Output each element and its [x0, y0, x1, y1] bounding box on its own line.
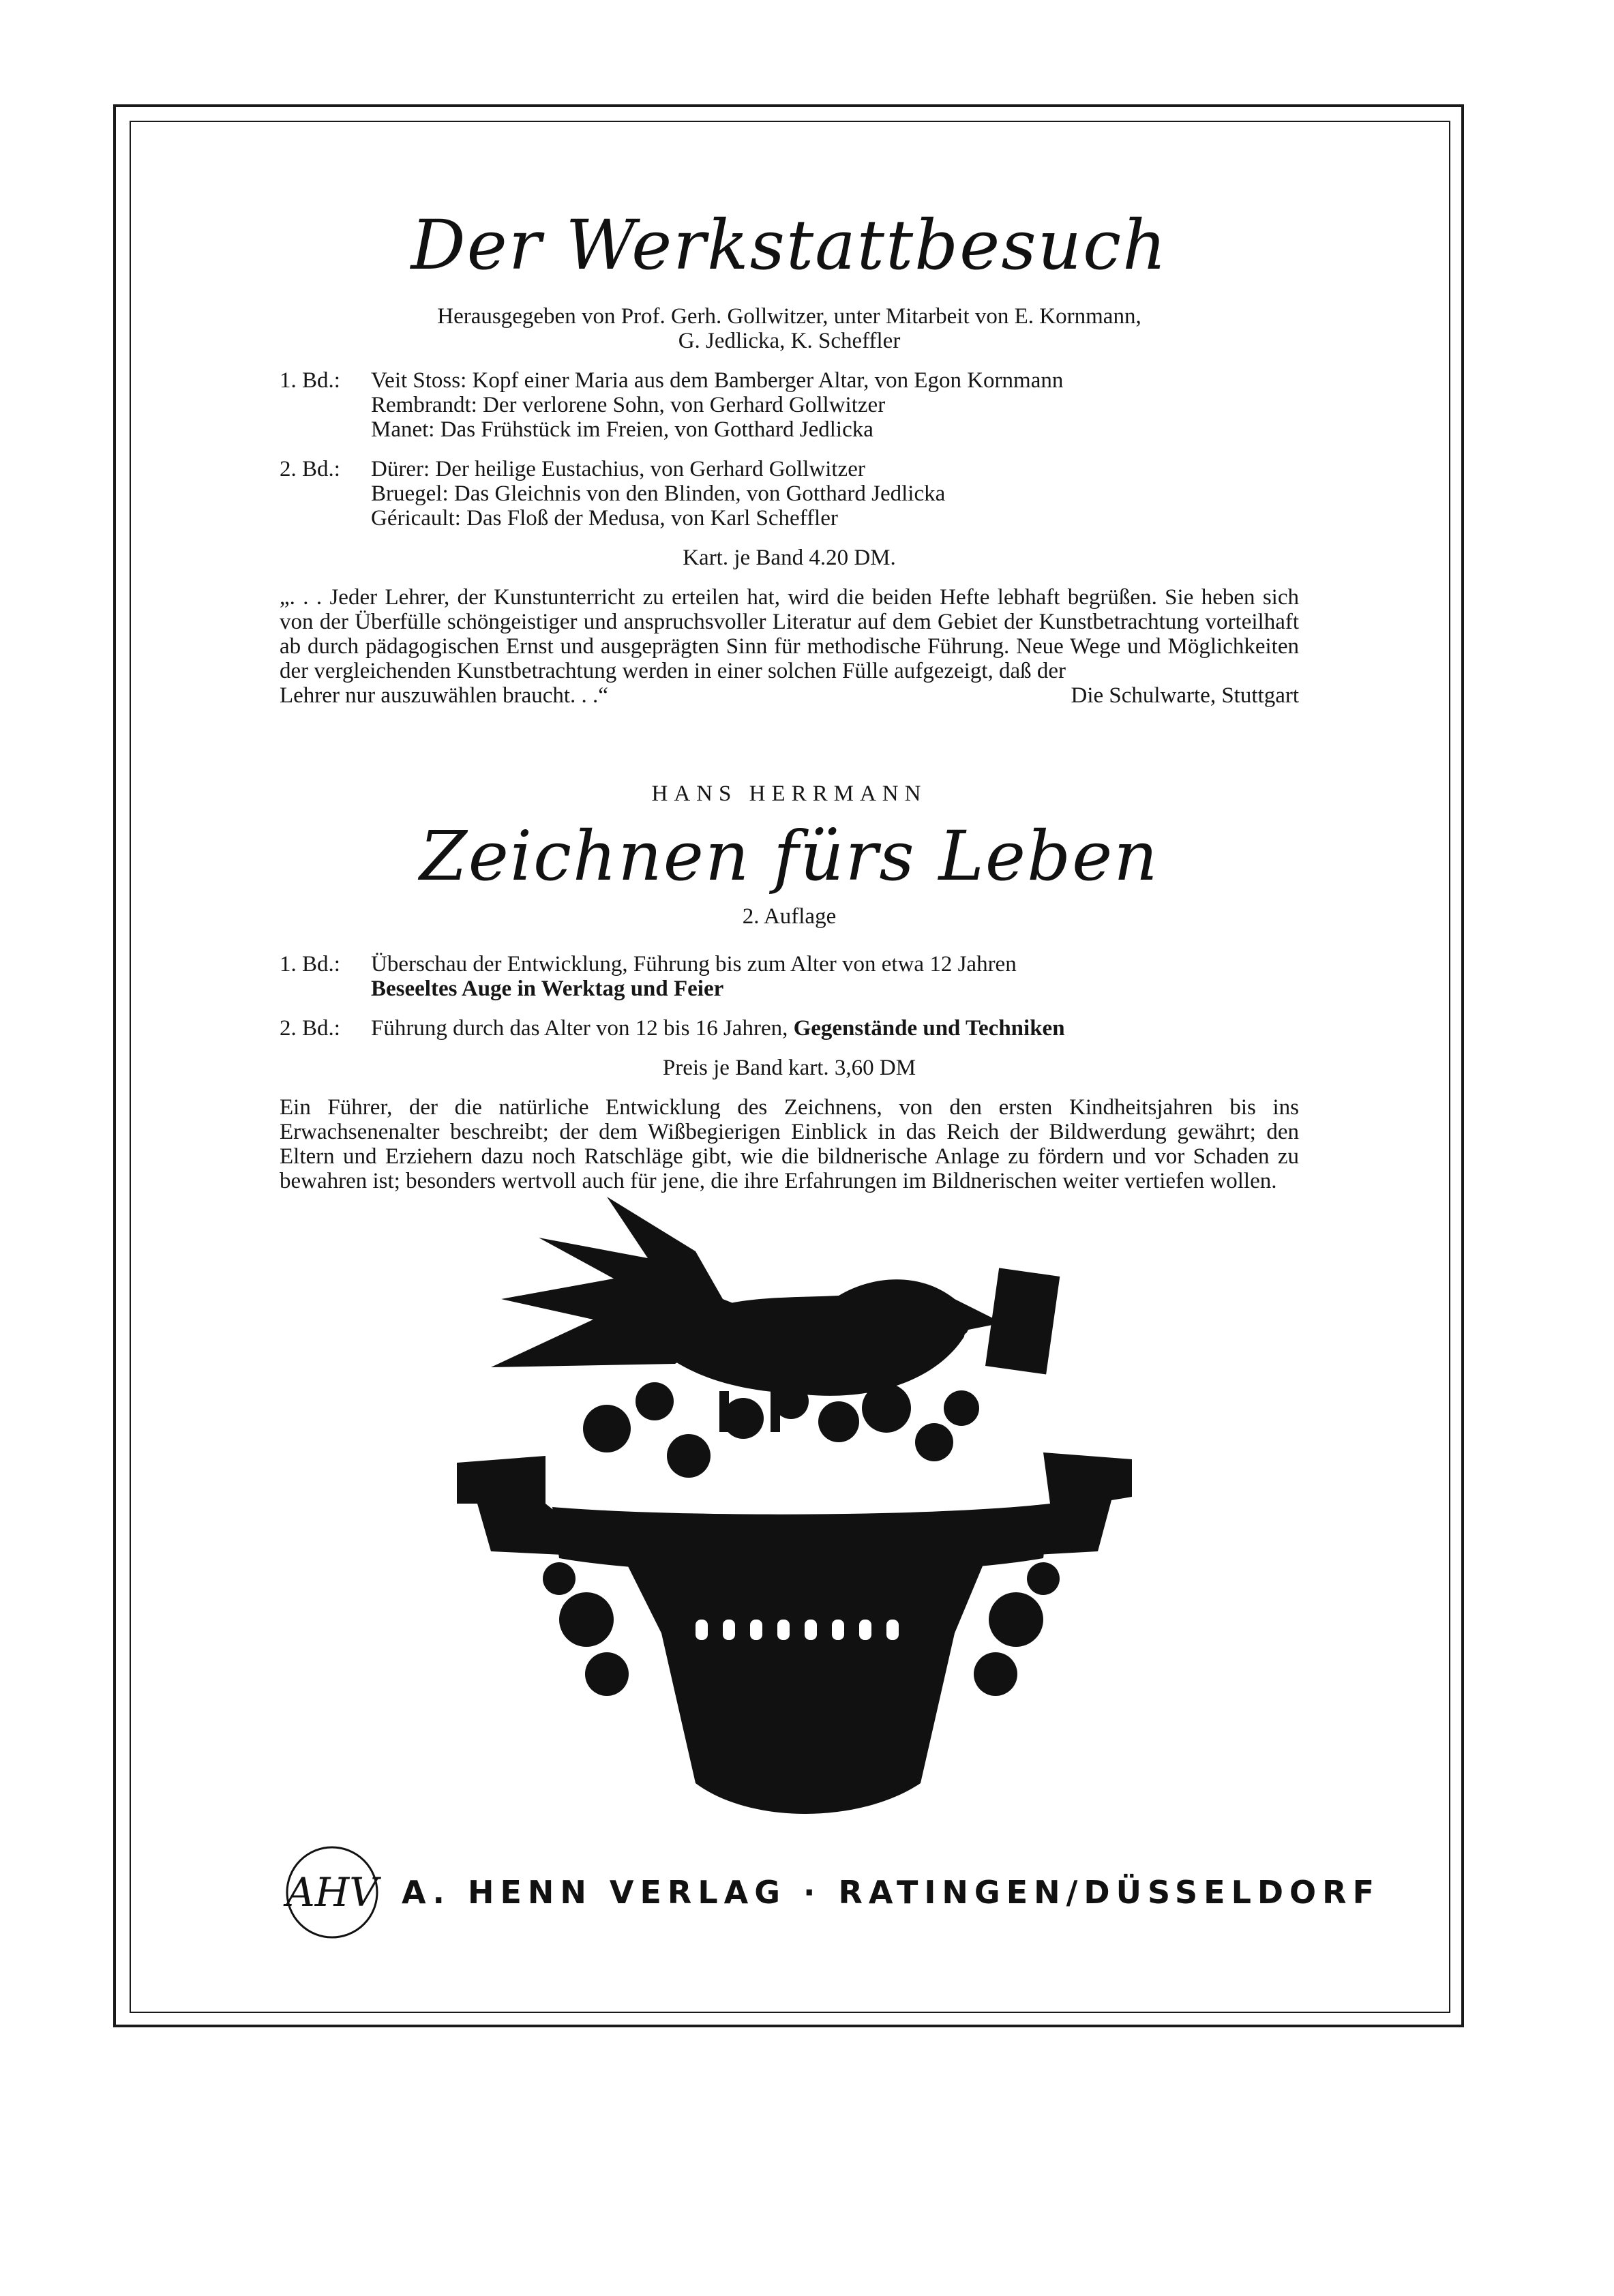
bird-flower-basket-silhouette-icon: [450, 1197, 1152, 1851]
volume-entry: Géricault: Das Floß der Medusa, von Karl Scheffler: [371, 506, 838, 531]
werkstattbesuch-volume-2: [280, 457, 1299, 531]
zeichnen-price: Preis je Band kart. 3,60 DM: [662, 1056, 916, 1080]
werkstattbesuch-price: Kart. je Band 4.20 DM.: [683, 546, 896, 570]
advertisement-content: [280, 177, 1299, 1193]
volume-entry: Veit Stoss: Kopf einer Maria aus dem Bamberger Altar, von Egon Kornmann: [371, 368, 1064, 393]
review-quote: „. . . Jeder Lehrer, der Kunstunterricht zu erteilen hat, wird die beiden Hefte lebhaft begrüßen. Sie heben sich von der Überfülle schöngeistiger und anspruchsvoller Literatur auf dem Gebiet der Kunstbetrachtung vorteilhaft ab durch pädagogischen Ernst und ausgeprägten Sinn für methodische Führung. Neue Wege und Möglichkeiten der vergleichenden Kunstbetrachtung werden in einer solchen Fülle aufgezeigt, daß der: [280, 585, 1299, 683]
volume-entry: Überschau der Entwicklung, Führung bis zum Alter von etwa 12 Jahren: [371, 952, 1017, 976]
volume-entry: Manet: Das Frühstück im Freien, von Gotthard Jedlicka: [371, 417, 873, 442]
zeichnen-description: Ein Führer, der die natürliche Entwicklung des Zeichnens, von den ersten Kindheitsjahren bis ins Erwachsenenalter beschreibt; der dem Wißbegierigen Einblick in das Reich der Bildwerdung gewährt; den Eltern und Erziehern dazu noch Ratschläge gibt, wie die bildnerische Anlage zu fördern und vor Schaden zu bewahren ist; besonders wertvoll auch für jene, die ihre Erfahrungen im Bildnerischen weiter vertiefen wollen.: [280, 1095, 1299, 1193]
werkstattbesuch-volume-1: [280, 368, 1299, 442]
volume-entry: Führung durch das Alter von 12 bis 16 Jahren,: [371, 1016, 788, 1041]
volume-label: 1. Bd.:: [280, 368, 340, 393]
author-name: HANS HERRMANN: [651, 781, 927, 806]
volume-entry: Rembrandt: Der verlorene Sohn, von Gerhard Gollwitzer: [371, 393, 886, 417]
editor-line-2: G. Jedlicka, K. Scheffler: [678, 329, 901, 353]
volume-entry: Dürer: Der heilige Eustachius, von Gerhard Gollwitzer: [371, 457, 865, 481]
volume-entry: Bruegel: Das Gleichnis von den Blinden, von Gotthard Jedlicka: [371, 481, 946, 506]
edition: 2. Auflage: [742, 904, 837, 929]
werkstattbesuch-title: Der Werkstattbesuch: [410, 205, 1168, 285]
publisher-name: A. HENN VERLAG · RATINGEN/DÜSSELDORF: [402, 1874, 1381, 1911]
review-source: Die Schulwarte, Stuttgart: [1071, 683, 1299, 708]
zeichnen-title: Zeichnen fürs Leben: [419, 816, 1159, 896]
volume-label: 1. Bd.:: [280, 952, 340, 976]
review-quote-end: [280, 683, 1299, 708]
ahv-logo-icon: [283, 1843, 381, 1941]
volume-label: 2. Bd.:: [280, 1016, 340, 1041]
publisher-footer: [283, 1841, 1381, 1943]
review-quote-last-line: Lehrer nur auszuwählen braucht. . .“: [280, 683, 608, 708]
volume-subtitle: Beseeltes Auge in Werktag und Feier: [371, 976, 724, 1001]
volume-label: 2. Bd.:: [280, 457, 340, 481]
volume-subtitle: Gegenstände und Techniken: [793, 1016, 1065, 1041]
zeichnen-volume-1: [280, 952, 1299, 1001]
editor-line-1: Herausgegeben von Prof. Gerh. Gollwitzer, unter Mitarbeit von E. Kornmann,: [437, 304, 1141, 329]
zeichnen-volume-2: [280, 1016, 1299, 1041]
logo-text: AHV: [286, 1869, 378, 1915]
